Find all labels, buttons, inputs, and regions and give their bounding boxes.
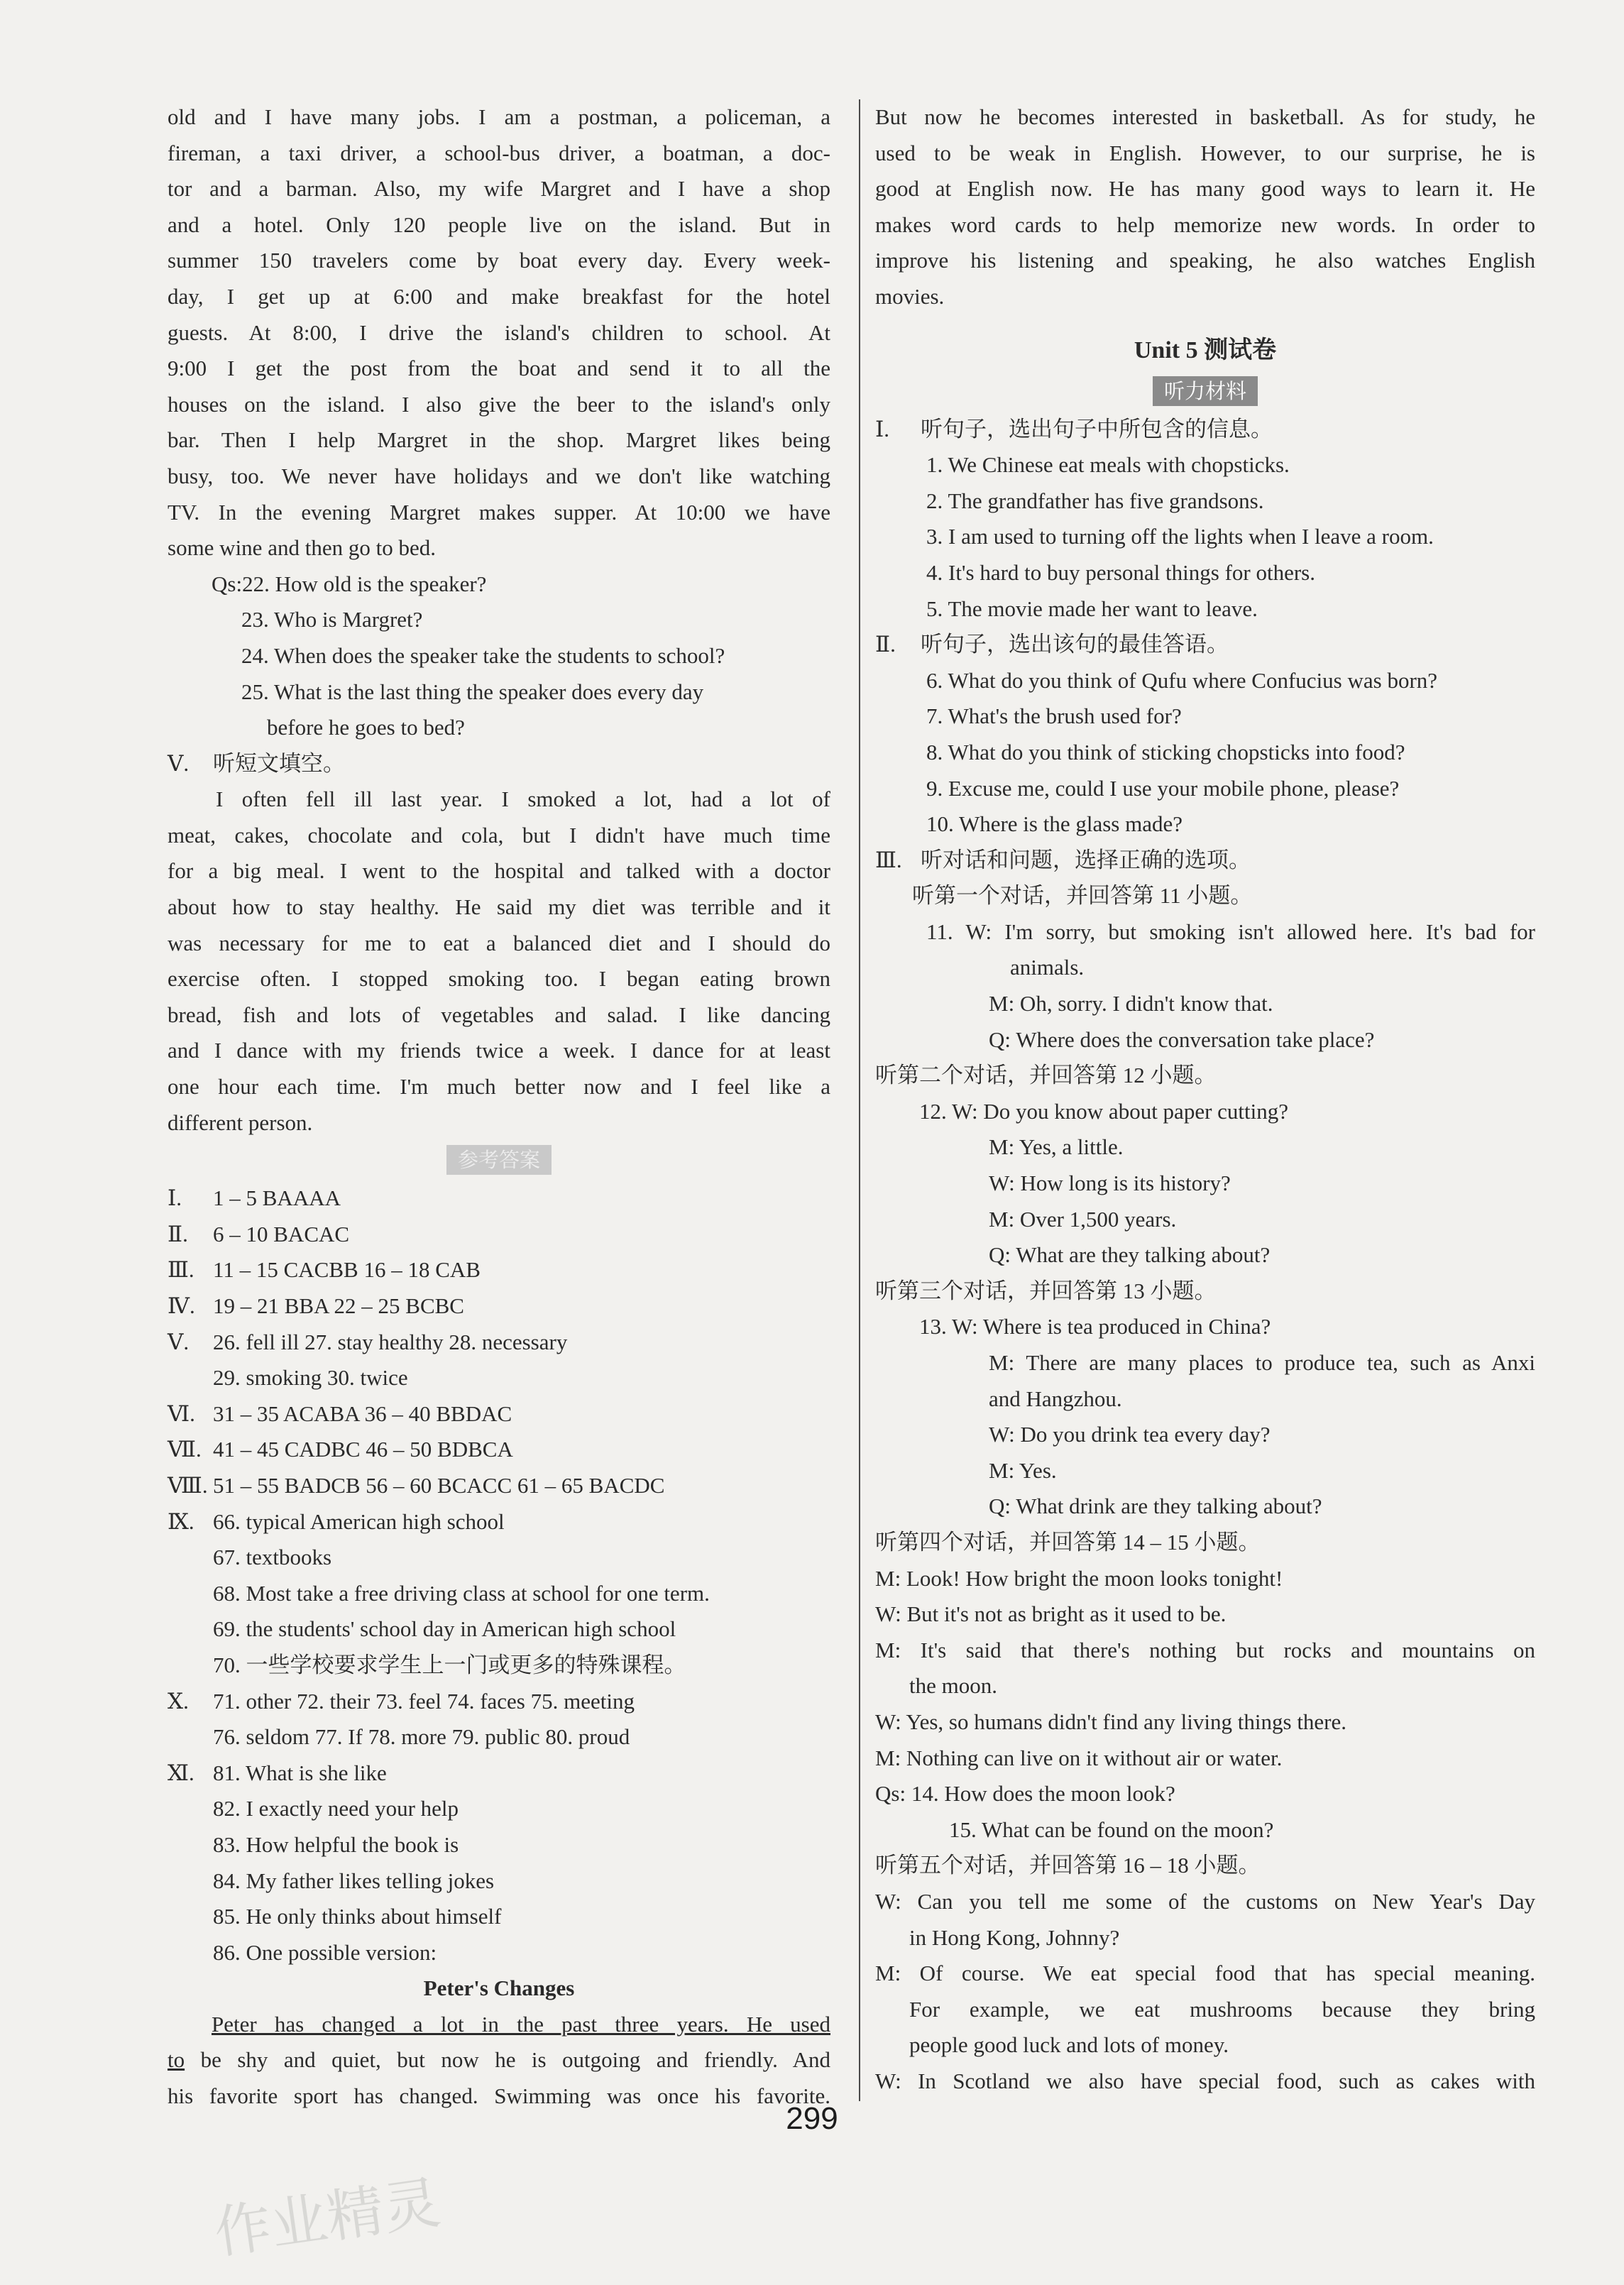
passage-line: and a hotel. Only 120 people live on the island. But in — [168, 212, 830, 237]
section-title: 听对话和问题，选择正确的选项。 — [921, 847, 1251, 872]
answer-text: 11 – 15 CACBB 16 – 18 CAB — [213, 1257, 481, 1283]
listening-banner-label: 听力材料 — [1153, 376, 1258, 406]
answer-section-number: Ⅰ. — [168, 1185, 182, 1211]
section-number: Ⅲ. — [875, 847, 902, 872]
dialogue-line: W: But it's not as bright as it used to be. — [875, 1601, 1227, 1627]
answer-row — [168, 1360, 830, 1396]
essay-title: Peter's Changes — [423, 1976, 575, 2001]
dialogue-line: in Hong Kong, Johnny? — [909, 1924, 1120, 1950]
answer-text: 31 – 35 ACABA 36 – 40 BBDAC — [213, 1401, 512, 1426]
answer-section-number: Ⅲ. — [168, 1257, 194, 1283]
passage-line: different person. — [168, 1109, 313, 1135]
dialogue-line: M: There are many places to produce tea, such as Anxi — [989, 1350, 1535, 1375]
answer-row — [168, 1648, 830, 1684]
passage-line: exercise often. I stopped smoking too. I began eating brown — [168, 966, 830, 992]
passage-line: guests. At 8:00, I drive the island's children to school. At — [168, 319, 830, 345]
answer-text: 85. He only thinks about himself — [213, 1904, 502, 1929]
answer-row — [168, 1217, 830, 1253]
section-number: Ⅱ. — [875, 632, 896, 657]
list-item: 3. I am used to turning off the lights when I leave a room. — [926, 524, 1434, 549]
dialogue-line: animals. — [1010, 955, 1085, 980]
answer-text: 1 – 5 BAAAA — [213, 1185, 341, 1211]
dialogue-line: M: Look! How bright the moon looks tonight! — [875, 1565, 1283, 1591]
passage-line: houses on the island. I also give the beer to the island's only — [168, 391, 830, 417]
answer-row — [168, 1719, 830, 1755]
answer-row — [168, 1252, 830, 1288]
dialogue-line: M: Yes, a little. — [989, 1134, 1124, 1160]
essay-line: Peter has changed a lot in the past three years. He used — [212, 2011, 830, 2037]
answer-row — [168, 1611, 830, 1648]
answer-row — [168, 1468, 830, 1504]
listening-banner — [875, 373, 1535, 409]
unit-title: Unit 5 测试卷 — [1134, 336, 1277, 363]
answer-text: 29. smoking 30. twice — [213, 1365, 408, 1391]
answer-text: 19 – 21 BBA 22 – 25 BCBC — [213, 1293, 464, 1318]
answer-row — [168, 1288, 830, 1325]
column-divider — [859, 99, 860, 2101]
dialogue-intro: 听第一个对话，并回答第 11 小题。 — [912, 883, 1253, 909]
answer-row — [168, 1325, 830, 1361]
dialogue-line: the moon. — [909, 1673, 997, 1699]
essay-line: movies. — [875, 283, 945, 309]
answer-row — [168, 1935, 830, 1971]
dialogue-line: 12. W: Do you know about paper cutting? — [919, 1098, 1289, 1124]
answer-text: 82. I exactly need your help — [213, 1796, 459, 1821]
answer-row — [168, 1504, 830, 1540]
answer-row — [168, 1863, 830, 1900]
passage-line: and I dance with my friends twice a week. I dance for at least — [168, 1038, 830, 1063]
answer-text: 81. What is she like — [213, 1760, 387, 1785]
essay-line: makes word cards to help memorize new words. In order to — [875, 212, 1535, 237]
answer-row — [168, 1576, 830, 1612]
list-item: 6. What do you think of Qufu where Confucius was born? — [926, 667, 1438, 693]
essay-line: But now he becomes interested in basketball. As for study, he — [875, 104, 1535, 129]
dialogue-line: and Hangzhou. — [989, 1386, 1122, 1411]
answer-section-number: Ⅸ. — [168, 1508, 194, 1534]
passage-line: was necessary for me to eat a balanced diet and I should do — [168, 930, 830, 955]
answer-section-number: Ⅱ. — [168, 1221, 188, 1246]
answer-text: 68. Most take a free driving class at school for one term. — [213, 1580, 710, 1606]
passage-line: old and I have many jobs. I am a postman, a policeman, a — [168, 104, 830, 129]
answers-banner-label: 参考答案 — [446, 1145, 552, 1175]
dialogue-line: Qs: 14. How does the moon look? — [875, 1781, 1175, 1807]
answer-row — [168, 1684, 830, 1720]
list-item: 9. Excuse me, could I use your mobile phone, please? — [926, 775, 1400, 801]
right-column — [875, 99, 1535, 2099]
answer-text: 76. seldom 77. If 78. more 79. public 80. proud — [213, 1724, 630, 1750]
dictation-passage — [168, 782, 830, 1141]
dialogue-line: W: How long is its history? — [989, 1171, 1231, 1196]
page-number: 299 — [786, 2101, 838, 2136]
essay-line — [168, 2042, 830, 2078]
passage-line: one hour each time. I'm much better now and I feel like a — [168, 1074, 830, 1100]
passage-line: summer 150 travelers come by boat every day. Every week- — [168, 248, 830, 273]
passage-line: bar. Then I help Margret in the shop. Margret likes being — [168, 427, 830, 453]
answer-section-number: Ⅹ. — [168, 1688, 189, 1714]
answer-text: 71. other 72. their 73. feel 74. faces 75. meeting — [213, 1688, 635, 1714]
section-heading-i — [875, 412, 1535, 448]
passage-line: meat, cakes, chocolate and cola, but I didn't have much time — [168, 822, 830, 848]
passage-line: I often fell ill last year. I smoked a lot, had a lot of — [216, 787, 830, 812]
answer-section-number: Ⅴ. — [168, 1329, 190, 1354]
essay-line: improve his listening and speaking, he also watches English — [875, 248, 1535, 273]
dialogue-line: For example, we eat mushrooms because they bring — [909, 1996, 1535, 2022]
dialogue-intro: 听第五个对话，并回答第 16 – 18 小题。 — [875, 1853, 1261, 1878]
dialogue-line: 13. W: Where is tea produced in China? — [919, 1314, 1271, 1339]
list-item: 10. Where is the glass made? — [926, 811, 1183, 837]
section-heading-v — [168, 746, 830, 782]
dialogue-line: Q: Where does the conversation take place? — [989, 1026, 1375, 1052]
answer-text: 86. One possible version: — [213, 1939, 437, 1965]
passage-line: day, I get up at 6:00 and make breakfast for the hotel — [168, 283, 830, 309]
list-item: 5. The movie made her want to leave. — [926, 596, 1258, 621]
passage-line: some wine and then go to bed. — [168, 535, 436, 561]
question-line: 24. When does the speaker take the students to school? — [241, 642, 725, 668]
passage — [168, 99, 830, 566]
dialogue-line: M: Yes. — [989, 1457, 1057, 1483]
dialogue-intro: 听第二个对话，并回答第 12 小题。 — [875, 1063, 1217, 1088]
dialogue-line: Q: What drink are they talking about? — [989, 1494, 1322, 1519]
answer-section-number: Ⅷ. — [168, 1472, 208, 1498]
question-line: 25. What is the last thing the speaker does every day — [241, 679, 704, 704]
answer-row — [168, 1899, 830, 1935]
answer-row — [168, 1540, 830, 1576]
list-item: 7. What's the brush used for? — [926, 703, 1182, 729]
answer-row — [168, 1432, 830, 1468]
dialogue-intro: 听第三个对话，并回答第 13 小题。 — [875, 1278, 1217, 1303]
passage-line: tor and a barman. Also, my wife Margret and I have a shop — [168, 176, 830, 202]
list-item: 2. The grandfather has five grandsons. — [926, 488, 1264, 513]
answer-text: 84. My father likes telling jokes — [213, 1868, 495, 1893]
dialogue-line: 11. W: I'm sorry, but smoking isn't allowed here. It's bad for — [926, 919, 1535, 944]
dialogue-line: W: Yes, so humans didn't find any living things there. — [875, 1709, 1347, 1734]
answer-section-number: Ⅶ. — [168, 1437, 202, 1462]
answer-text: 26. fell ill 27. stay healthy 28. necessary — [213, 1329, 568, 1354]
dialogue-line: people good luck and lots of money. — [909, 2032, 1229, 2058]
answer-section-number: Ⅺ. — [168, 1760, 194, 1785]
answer-text: 51 – 55 BADCB 56 – 60 BCACC 61 – 65 BACDC — [213, 1472, 665, 1498]
dialogue-line: 15. What can be found on the moon? — [949, 1817, 1274, 1842]
answer-text: 69. the students' school day in American high school — [213, 1616, 676, 1642]
answer-text: 83. How helpful the book is — [213, 1831, 459, 1857]
dialogue-intro: 听第四个对话，并回答第 14 – 15 小题。 — [875, 1529, 1261, 1555]
list-item: 8. What do you think of sticking chopsticks into food? — [926, 739, 1405, 765]
answer-row — [168, 1396, 830, 1432]
answer-text: 66. typical American high school — [213, 1508, 505, 1534]
essay-underlined-word: to — [168, 2047, 185, 2073]
left-column — [168, 99, 830, 2115]
section-title: 听句子，选出该句的最佳答语。 — [921, 632, 1229, 657]
section-title: 听短文填空。 — [213, 750, 345, 776]
question-line: 23. Who is Margret? — [241, 607, 423, 632]
answer-text: 6 – 10 BACAC — [213, 1221, 350, 1246]
answer-text: 41 – 45 CADBC 46 – 50 BDBCA — [213, 1437, 513, 1462]
dialogue-line: Q: What are they talking about? — [989, 1242, 1271, 1268]
section-heading-ii — [875, 627, 1535, 663]
dialogue-line: M: It's said that there's nothing but rocks and mountains on — [875, 1637, 1535, 1662]
passage-line: busy, too. We never have holidays and we don't like watching — [168, 463, 830, 488]
passage-line: fireman, a taxi driver, a school-bus driver, a boatman, a doc- — [168, 140, 830, 165]
list-item: 4. It's hard to buy personal things for others. — [926, 559, 1315, 585]
answer-key — [168, 1180, 830, 1971]
question-line: Qs:22. How old is the speaker? — [212, 571, 487, 596]
section-title: 听句子，选出句子中所包含的信息。 — [921, 416, 1273, 442]
question-line: before he goes to bed? — [267, 715, 465, 740]
answer-row — [168, 1180, 830, 1217]
dialogue-line: M: Of course. We eat special food that has special meaning. — [875, 1961, 1535, 1986]
answer-row — [168, 1755, 830, 1792]
answer-text: 67. textbooks — [213, 1545, 332, 1570]
list-item: 1. We Chinese eat meals with chopsticks. — [926, 452, 1290, 478]
answer-section-number: Ⅳ. — [168, 1293, 195, 1318]
dialogue-line: M: Over 1,500 years. — [989, 1206, 1177, 1232]
passage-line: 9:00 I get the post from the boat and send it to all the — [168, 356, 830, 381]
essay-line: good at English now. He has many good ways to learn it. He — [875, 176, 1535, 202]
essay-line: his favorite sport has changed. Swimming was once his favorite. — [168, 2083, 830, 2109]
essay-line: used to be weak in English. However, to our surprise, he is — [875, 140, 1535, 165]
passage-line: about how to stay healthy. He said my diet was terrible and it — [168, 894, 830, 920]
answers-banner — [168, 1142, 830, 1178]
dialogue-line: W: In Scotland we also have special food, such as cakes with — [875, 2068, 1535, 2093]
answer-row — [168, 1791, 830, 1827]
passage-line: bread, fish and lots of vegetables and salad. I like dancing — [168, 1002, 830, 1027]
passage-line: for a big meal. I went to the hospital and talked with a doctor — [168, 858, 830, 884]
dialogue-line: W: Do you drink tea every day? — [989, 1422, 1271, 1447]
answer-row — [168, 1827, 830, 1863]
dialogue-line: M: Nothing can live on it without air or water. — [875, 1745, 1283, 1770]
section-heading-iii — [875, 843, 1535, 879]
dialogue-line: W: Can you tell me some of the customs on New Year's Day — [875, 1888, 1535, 1914]
dialogue-line: M: Oh, sorry. I didn't know that. — [989, 991, 1273, 1017]
watermark-logo: 作业精灵 — [210, 2169, 444, 2267]
answer-section-number: Ⅵ. — [168, 1401, 195, 1426]
section-number: Ⅴ. — [168, 750, 190, 776]
answer-text: 70. 一些学校要求学生上一门或更多的特殊课程。 — [213, 1652, 686, 1677]
essay-line-rest: be shy and quiet, but now he is outgoing and friendly. And — [185, 2047, 830, 2073]
section-number: Ⅰ. — [875, 416, 889, 442]
passage-line: TV. In the evening Margret makes supper. At 10:00 we have — [168, 499, 830, 525]
